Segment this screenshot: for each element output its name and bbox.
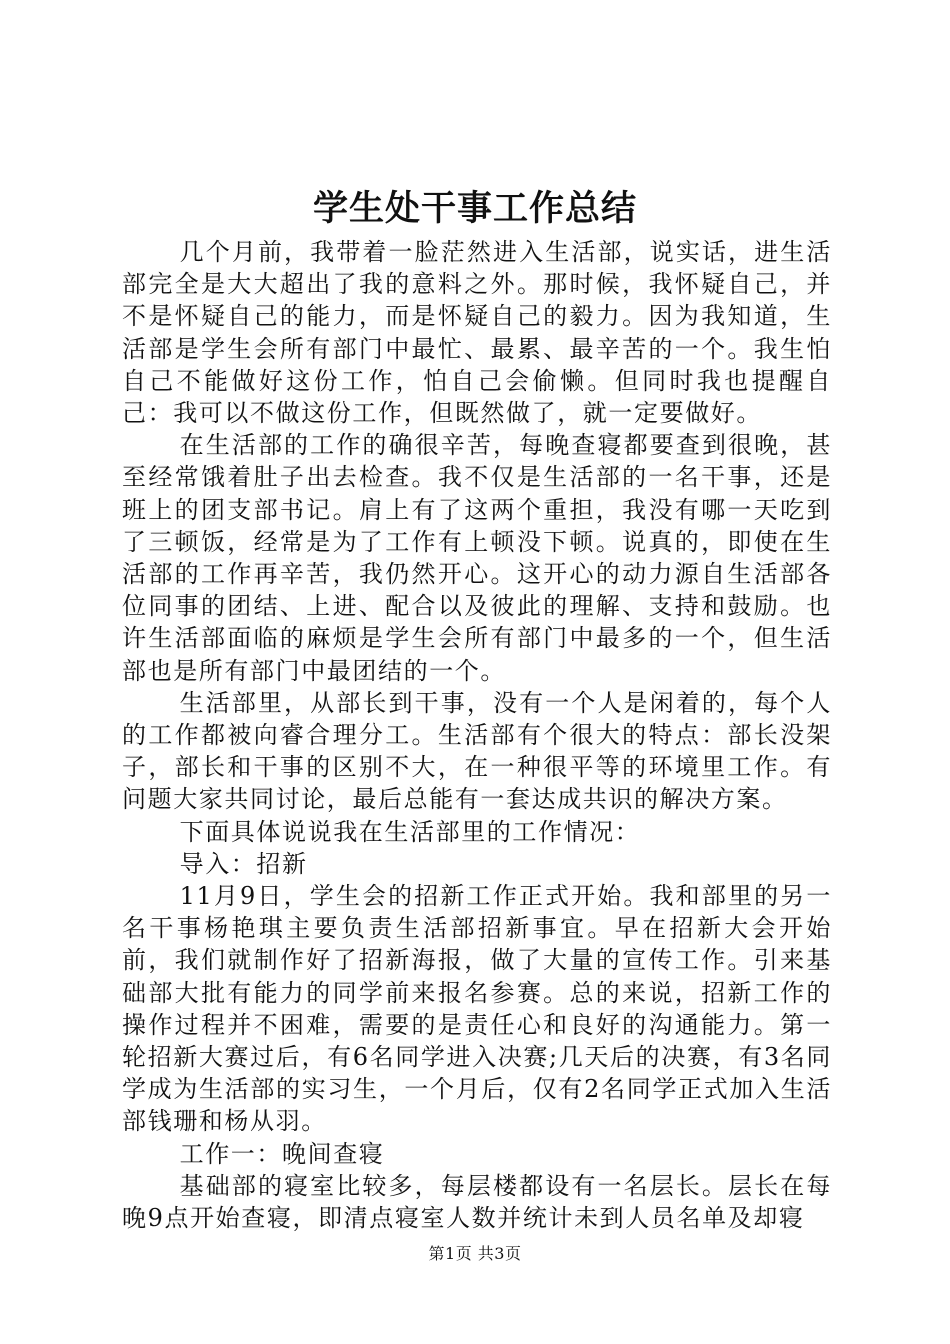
paragraph: 生活部里，从部长到干事，没有一个人是闲着的，每个人的工作都被向睿合理分工。生活部有个很大的特点：部长没架子，部长和干事的区别不大，在一种很平等的环境里工作。有问题大家共同讨论，最后总能有一套达成共识的解决方案。	[122, 688, 832, 814]
section-heading: 工作一：晚间查寝	[179, 1139, 385, 1168]
section-heading: 导入：招新	[179, 849, 308, 878]
paragraph: 11月9日，学生会的招新工作正式开始。我和部里的另一名干事杨艳琪主要负责生活部招新事宜。早在招新大会开始前，我们就制作好了招新海报，做了大量的宣传工作。引来基础部大批有能力的同学前来报名参赛。总的来说，招新工作的操作过程并不困难，需要的是责任心和良好的沟通能力。第一轮招新大赛过后，有6名同学进入决赛;几天后的决赛，有3名同学成为生活部的实习生，一个月后，仅有2名同学正式加入生活部钱珊和杨从羽。	[122, 882, 832, 1136]
paragraph: 下面具体说说我在生活部里的工作情况：	[179, 817, 641, 846]
paragraph: 基础部的寝室比较多，每层楼都设有一名层长。层长在每晚9点开始查寝，即清点寝室人数并统计未到人员名单及却寝	[122, 1171, 832, 1233]
document-title: 学生处干事工作总结	[312, 189, 637, 229]
paragraph: 在生活部的工作的确很辛苦，每晚查寝都要查到很晚，甚至经常饿着肚子出去检查。我不仅是生活部的一名干事，还是班上的团支部书记。肩上有了这两个重担，我没有哪一天吃到了三顿饭，经常是为了工作有上顿没下顿。说真的，即使在生活部的工作再辛苦，我仍然开心。这开心的动力源自生活部各位同事的团结、上进、配合以及彼此的理解、支持和鼓励。也许生活部面临的麻烦是学生会所有部门中最多的一个，但生活部也是所有部门中最团结的一个。	[122, 431, 832, 685]
page-number-footer: 第1页 共3页	[428, 1244, 522, 1263]
paragraph: 几个月前，我带着一脸茫然进入生活部，说实话，进生活部完全是大大超出了我的意料之外。那时候，我怀疑自己，并不是怀疑自己的能力，而是怀疑自己的毅力。因为我知道，生活部是学生会所有部门中最忙、最累、最辛苦的一个。我生怕自己不能做好这份工作，怕自己会偷懒。但同时我也提醒自己：我可以不做这份工作，但既然做了，就一定要做好。	[122, 238, 832, 428]
document-body	[122, 236, 832, 1234]
